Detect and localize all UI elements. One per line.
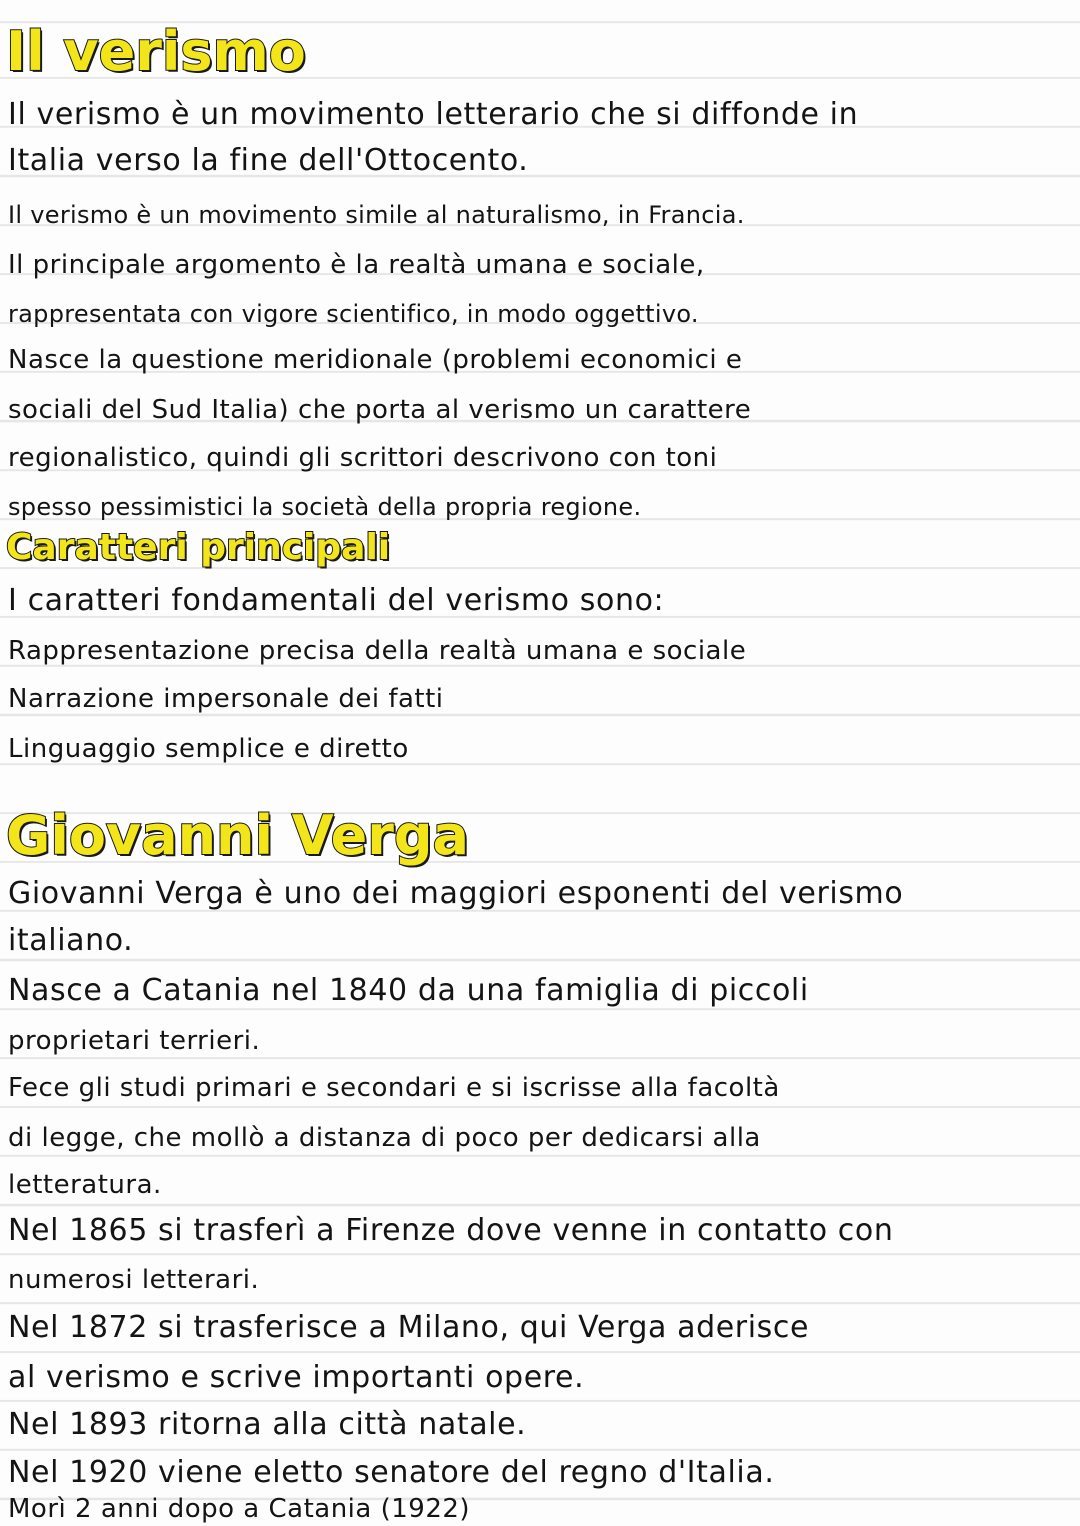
verga-line-7: letteratura.	[8, 1170, 162, 1200]
verga-line-10: Nel 1872 si trasferisce a Milano, qui Verga aderisce	[8, 1310, 810, 1345]
verga-line-4: proprietari terrieri.	[8, 1026, 261, 1056]
verga-line-6: di legge, che mollò a distanza di poco per dedicarsi alla	[8, 1123, 761, 1153]
verga-line-14: Morì 2 anni dopo a Catania (1922)	[8, 1494, 471, 1524]
verga-line-5: Fece gli studi primari e secondari e si iscrisse alla facoltà	[8, 1073, 780, 1103]
verismo-line-2: Italia verso la fine dell'Ottocento.	[8, 143, 529, 178]
heading-verismo: Il verismo	[6, 20, 306, 83]
verismo-line-7: sociali del Sud Italia) che porta al verismo un carattere	[8, 395, 752, 425]
verga-line-11: al verismo e scrive importanti opere.	[8, 1360, 585, 1395]
verga-line-8: Nel 1865 si trasferì a Firenze dove venne in contatto con	[8, 1213, 894, 1248]
verga-line-13: Nel 1920 viene eletto senatore del regno d'Italia.	[8, 1455, 775, 1490]
heading-caratteri: Caratteri principali	[6, 527, 391, 568]
verismo-line-1: Il verismo è un movimento letterario che si diffonde in	[8, 97, 859, 132]
verismo-line-3: Il verismo è un movimento simile al naturalismo, in Francia.	[8, 201, 745, 229]
verga-line-2: italiano.	[8, 923, 134, 958]
verga-line-12: Nel 1893 ritorna alla città natale.	[8, 1407, 527, 1442]
heading-verga: Giovanni Verga	[6, 804, 469, 867]
verga-line-3: Nasce a Catania nel 1840 da una famiglia di piccoli	[8, 973, 809, 1008]
verga-line-1: Giovanni Verga è uno dei maggiori esponenti del verismo	[8, 876, 904, 911]
verismo-line-8: regionalistico, quindi gli scrittori descrivono con toni	[8, 443, 718, 473]
verismo-line-6: Nasce la questione meridionale (problemi economici e	[8, 345, 743, 375]
caratteri-line-4: Linguaggio semplice e diretto	[8, 734, 409, 764]
verismo-line-5: rappresentata con vigore scientifico, in modo oggettivo.	[8, 300, 699, 328]
caratteri-line-2: Rappresentazione precisa della realtà umana e sociale	[8, 636, 747, 666]
caratteri-line-1: I caratteri fondamentali del verismo sono:	[8, 583, 665, 618]
verismo-line-4: Il principale argomento è la realtà umana e sociale,	[8, 250, 705, 280]
caratteri-line-3: Narrazione impersonale dei fatti	[8, 684, 444, 714]
verga-line-9: numerosi letterari.	[8, 1265, 260, 1295]
verismo-line-9: spesso pessimistici la società della propria regione.	[8, 493, 642, 521]
